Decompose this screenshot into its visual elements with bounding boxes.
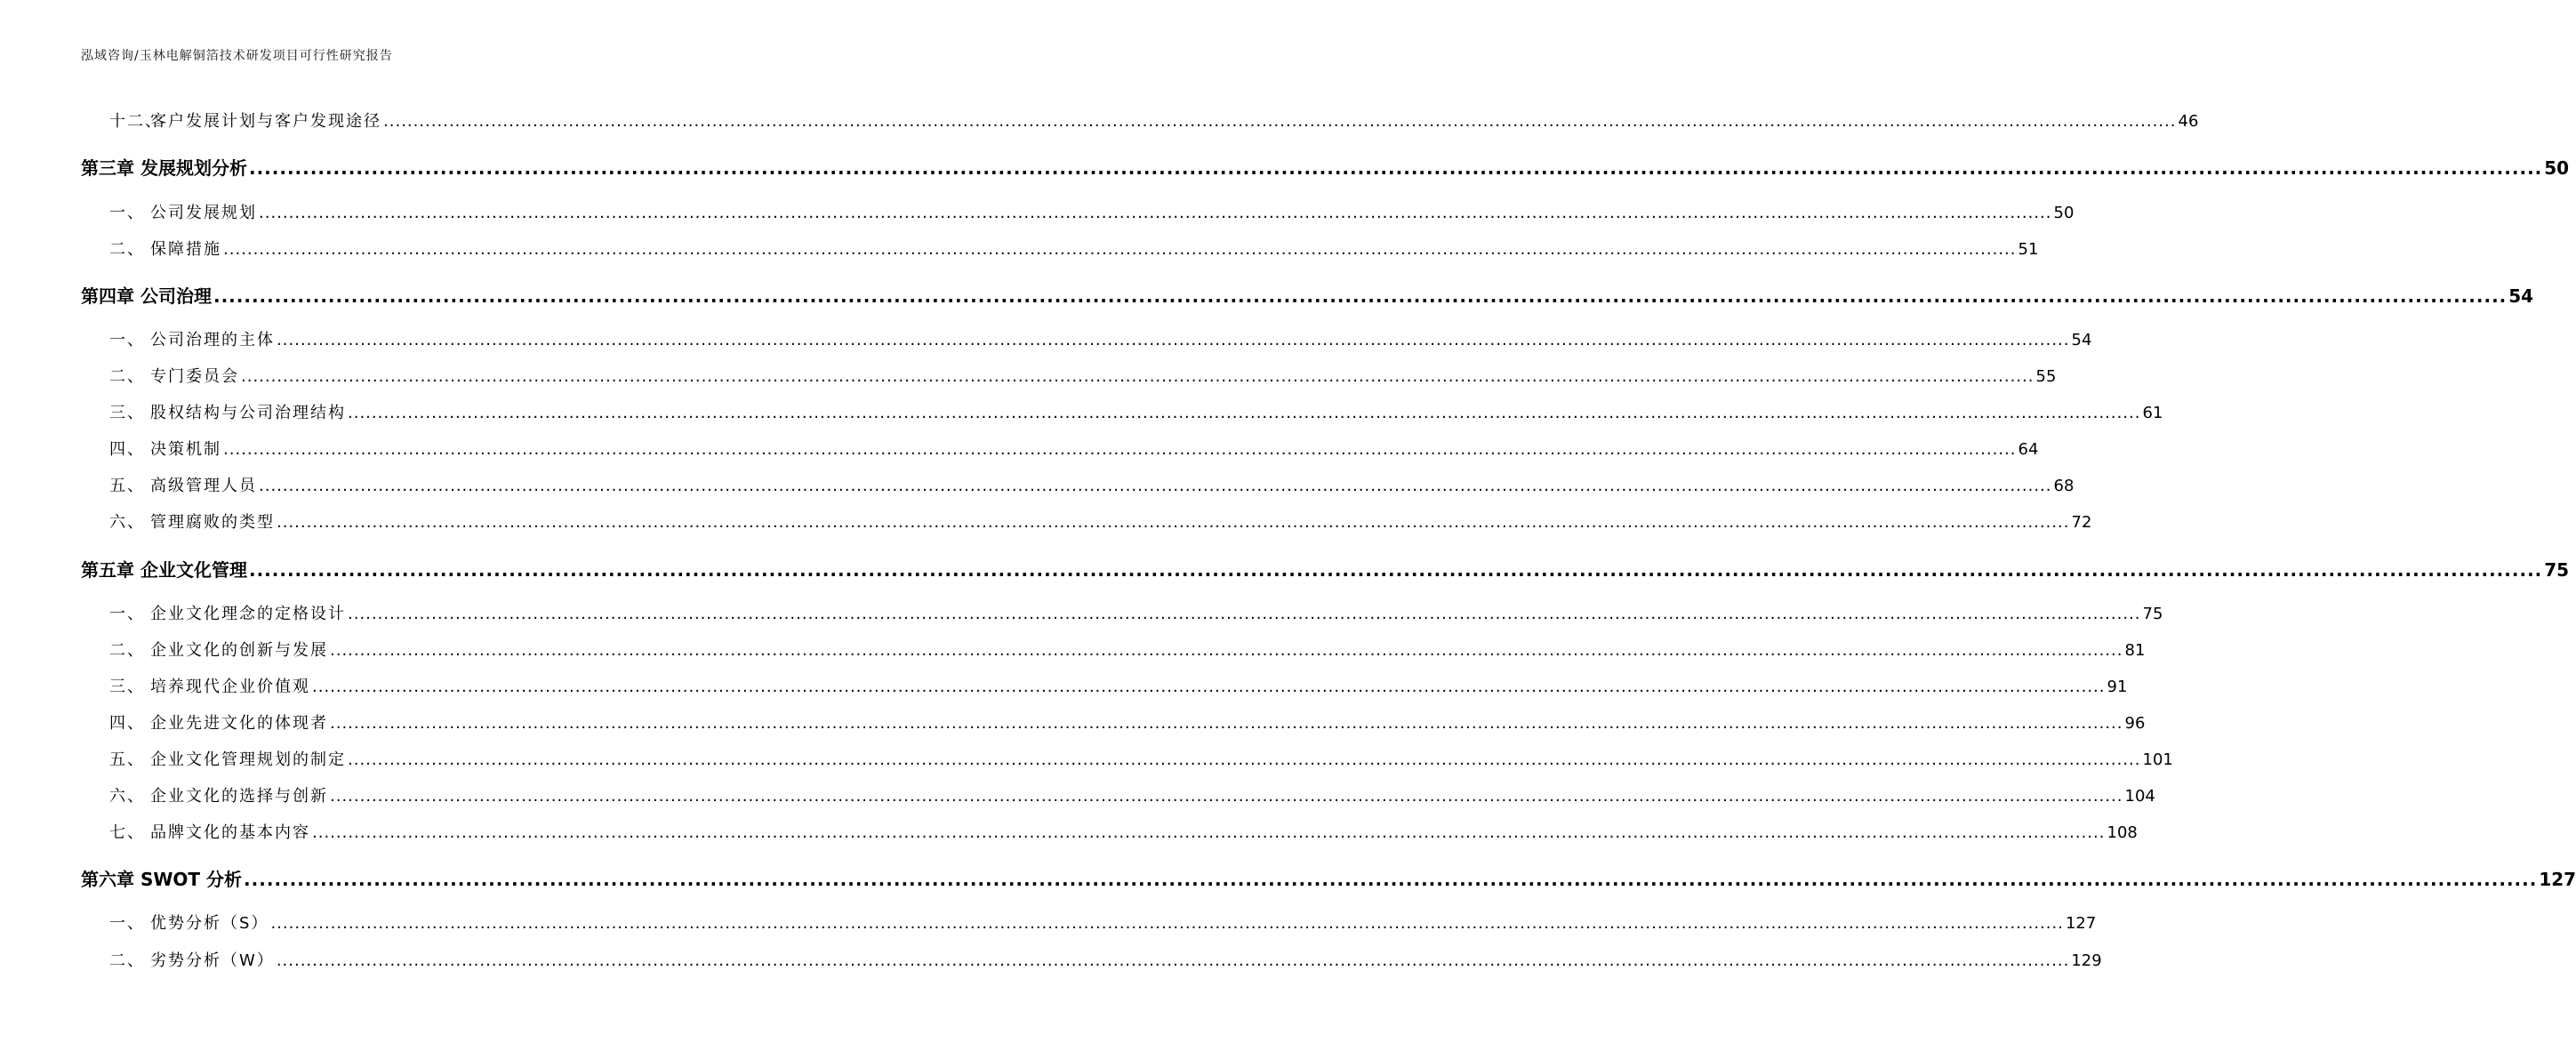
toc-chapter[interactable] (81, 556, 2570, 582)
toc-entry-page: 81 (2124, 641, 2146, 660)
toc-entry-page: 108 (2107, 823, 2138, 842)
toc-entry-number: 二、 (109, 641, 145, 660)
toc-entry[interactable] (81, 674, 2128, 697)
toc-entry-number: 二、 (109, 367, 145, 386)
toc-entry-title: 客户发展计划与客户发现途径 (150, 112, 381, 131)
toc-leader-dots: ............................................................................................................................................................................................................................................................................................................ (348, 750, 2141, 769)
toc-entry-page: 68 (2053, 477, 2074, 495)
toc-entry[interactable] (81, 638, 2146, 661)
toc-entry-title: 公司发展规划 (150, 204, 257, 222)
toc-entry-page: 75 (2142, 605, 2163, 623)
toc-entry-page: 72 (2071, 513, 2092, 532)
toc-entry-page: 127 (2065, 914, 2097, 933)
toc-entry-title: 企业文化理念的定格设计 (150, 605, 346, 623)
toc-entry-title: 企业文化的创新与发展 (150, 641, 328, 660)
toc-entry-number: 一、 (109, 204, 145, 222)
toc-entry-number: 一、 (109, 914, 145, 933)
toc-entry-page: 50 (2053, 204, 2074, 222)
toc-entry[interactable] (81, 327, 2092, 350)
toc-leader-dots: ............................................................................................................................................................................................................................................................................................................ (259, 204, 2052, 222)
toc-entry-title: 劣势分析（W） (150, 951, 275, 970)
toc-entry[interactable] (81, 473, 2074, 496)
toc-leader-dots: ............................................................................................................................................................................................................................................................................................................ (241, 367, 2034, 386)
toc-entry-title: 优势分析（S） (150, 914, 269, 933)
toc-entry-title: 品牌文化的基本内容 (150, 823, 310, 842)
toc-entry-number: 四、 (109, 440, 145, 459)
toc-leader-dots: ............................................................................................................................................................................................................................................................................................................ (330, 787, 2123, 806)
toc-chapter-title: 第三章 发展规划分析 (81, 157, 247, 179)
toc-entry-title: 决策机制 (150, 440, 221, 459)
toc-chapter-page: 127 (2539, 869, 2576, 890)
toc-chapter-title: 第四章 公司治理 (81, 285, 212, 307)
toc-entry-number: 四、 (109, 714, 145, 733)
toc-leader-dots: ............................................................................................................................................................................................................................................................................................................ (223, 440, 2017, 459)
toc-chapter[interactable] (81, 154, 2570, 180)
toc-entry[interactable] (81, 200, 2074, 223)
toc-entry-number: 一、 (109, 331, 145, 349)
toc-entry-page: 54 (2071, 331, 2092, 349)
toc-entry-page: 129 (2071, 951, 2102, 970)
toc-leader-dots: ............................................................................................................................................................................................................................................................................................................ (277, 331, 2070, 349)
toc-entry[interactable] (81, 509, 2092, 533)
toc-entry-number: 二、 (109, 240, 145, 259)
toc-entry-number: 六、 (109, 787, 145, 806)
toc-entry[interactable] (81, 364, 2057, 387)
toc-entry-number: 二、 (109, 951, 145, 970)
toc-entry-number: 六、 (109, 513, 145, 532)
toc-leader-dots: ............................................................................................................................................................................................................................................................................................................ (248, 559, 2543, 581)
toc-entry-page: 46 (2178, 112, 2199, 131)
toc-entry-page: 101 (2142, 750, 2173, 769)
toc-entry[interactable] (81, 437, 2039, 460)
toc-entry-page: 55 (2035, 367, 2057, 386)
toc-entry-number: 五、 (109, 750, 145, 769)
toc-entry-title: 股权结构与公司治理结构 (150, 404, 346, 422)
toc-entry[interactable] (81, 237, 2039, 260)
toc-entry[interactable] (81, 948, 2102, 971)
toc-leader-dots: ............................................................................................................................................................................................................................................................................................................ (223, 240, 2017, 259)
running-header: 泓域咨询/玉林电解铜箔技术研发项目可行性研究报告 (81, 49, 393, 63)
toc-entry-title: 专门委员会 (150, 367, 239, 386)
toc-leader-dots: ............................................................................................................................................................................................................................................................................................................ (244, 869, 2538, 890)
toc-entry-number: 三、 (109, 678, 145, 696)
toc-entry-number: 五、 (109, 477, 145, 495)
toc-entry-page: 96 (2124, 714, 2146, 733)
toc-entry-title: 公司治理的主体 (150, 331, 275, 349)
toc-leader-dots: ............................................................................................................................................................................................................................................................................................................ (259, 477, 2052, 495)
toc-entry-title: 企业文化管理规划的制定 (150, 750, 346, 769)
toc-entry[interactable] (81, 911, 2097, 934)
toc-chapter-page: 75 (2544, 559, 2570, 581)
toc-chapter-title: 第五章 企业文化管理 (81, 559, 247, 581)
toc-chapter[interactable] (81, 282, 2534, 308)
toc-entry[interactable] (81, 400, 2163, 423)
toc-entry-title: 企业先进文化的体现者 (150, 714, 328, 733)
toc-entry-page: 61 (2142, 404, 2163, 422)
toc-entry[interactable] (81, 747, 2173, 770)
toc-entry-number: 一、 (109, 605, 145, 623)
toc-chapter-page: 50 (2544, 157, 2570, 179)
toc-entry[interactable] (81, 783, 2155, 806)
toc-entry-number: 七、 (109, 823, 145, 842)
toc-chapter-page: 54 (2508, 285, 2534, 307)
toc-leader-dots: ............................................................................................................................................................................................................................................................................................................ (213, 285, 2508, 307)
toc-entry-number: 十二、 (109, 112, 163, 131)
toc-entry[interactable] (81, 108, 2199, 132)
toc-entry-page: 51 (2018, 240, 2039, 259)
toc-entry[interactable] (81, 820, 2138, 843)
toc-leader-dots: ............................................................................................................................................................................................................................................................................................................ (277, 513, 2070, 532)
toc-leader-dots: ............................................................................................................................................................................................................................................................................................................ (312, 678, 2106, 696)
toc-entry-title: 高级管理人员 (150, 477, 257, 495)
toc-leader-dots: ............................................................................................................................................................................................................................................................................................................ (312, 823, 2106, 842)
toc-entry-page: 64 (2018, 440, 2039, 459)
toc-leader-dots: ............................................................................................................................................................................................................................................................................................................ (330, 641, 2123, 660)
toc-entry[interactable] (81, 601, 2163, 624)
toc-leader-dots: ............................................................................................................................................................................................................................................................................................................ (330, 714, 2123, 733)
toc-chapter-title: 第六章 SWOT 分析 (81, 869, 243, 890)
toc-entry-title: 管理腐败的类型 (150, 513, 275, 532)
toc-entry[interactable] (81, 710, 2146, 734)
toc-leader-dots: ............................................................................................................................................................................................................................................................................................................ (270, 914, 2064, 933)
toc-entry-title: 企业文化的选择与创新 (150, 787, 328, 806)
toc-leader-dots: ............................................................................................................................................................................................................................................................................................................ (248, 157, 2543, 179)
toc-chapter[interactable] (81, 865, 2576, 891)
toc-leader-dots: ............................................................................................................................................................................................................................................................................................................ (348, 605, 2141, 623)
toc-leader-dots: ............................................................................................................................................................................................................................................................................................................ (383, 112, 2177, 131)
toc-entry-title: 保障措施 (150, 240, 221, 259)
toc-leader-dots: ............................................................................................................................................................................................................................................................................................................ (348, 404, 2141, 422)
toc-leader-dots: ............................................................................................................................................................................................................................................................................................................ (276, 951, 2070, 970)
toc-entry-title: 培养现代企业价值观 (150, 678, 310, 696)
toc-entry-page: 104 (2124, 787, 2155, 806)
toc-entry-number: 三、 (109, 404, 145, 422)
toc-entry-page: 91 (2107, 678, 2128, 696)
